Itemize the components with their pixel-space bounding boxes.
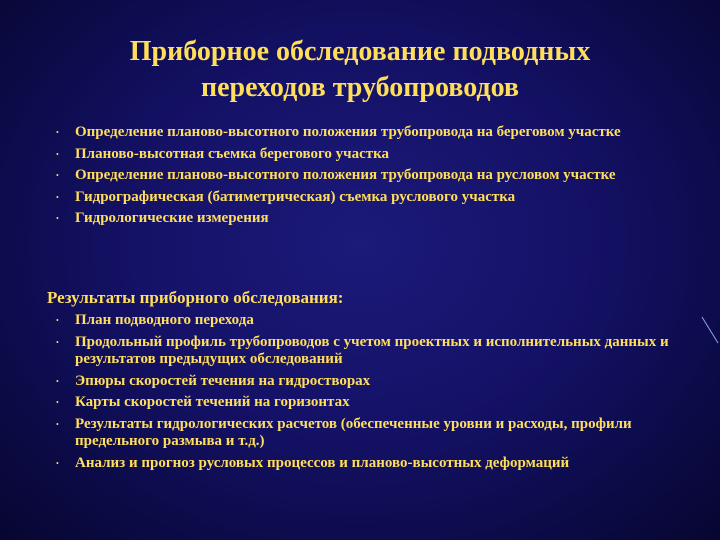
list-item — [0, 312, 675, 330]
bullet-icon: • — [56, 149, 59, 159]
bullet-icon: • — [56, 128, 59, 137]
title-line-2: переходов трубопроводов — [201, 72, 519, 103]
decorative-stroke — [702, 317, 718, 343]
list-item-text: Анализ и прогноз русловых процессов и планово-высотных деформаций — [75, 454, 570, 471]
list-item — [0, 167, 675, 185]
list-item-text: Гидрологические измерения — [75, 210, 269, 226]
list-item-text: Определение планово-высотного положения трубопровода на русловом участке — [75, 167, 616, 183]
slide-title — [60, 34, 660, 106]
bullet-icon: • — [56, 398, 59, 407]
list-item — [0, 189, 675, 207]
list-item-text: Результаты гидрологических расчетов (обеспеченные уровни и расходы, профили предельного размыва и т.д.) — [75, 415, 632, 449]
list-item-text: Эпюры скоростей течения на гидростворах — [75, 372, 371, 389]
results-list — [0, 312, 675, 476]
list-item — [0, 416, 675, 451]
bullet-icon: • — [56, 458, 59, 468]
bullet-icon: • — [56, 171, 59, 180]
bullet-icon: • — [56, 376, 59, 386]
list-item — [0, 210, 675, 228]
results-heading: Результаты приборного обследования: — [47, 288, 344, 307]
list-item-text: Гидрографическая (батиметрическая) съемка руслового участка — [75, 188, 516, 205]
bullet-icon: • — [56, 214, 59, 223]
list-item — [0, 455, 675, 473]
list-item-text: Определение планово-высотного положения трубопровода на береговом участке — [75, 124, 621, 140]
list-item-text: План подводного перехода — [75, 312, 254, 328]
list-item-text: Продольный профиль трубопроводов с учетом проектных и исполнительных данных и результатов предыдущих обследований — [75, 333, 669, 367]
methods-list — [0, 124, 675, 232]
list-item-text: Карты скоростей течений на горизонтах — [75, 394, 350, 410]
decorative-line — [700, 315, 720, 345]
bullet-icon: • — [56, 192, 59, 202]
list-item — [0, 334, 675, 369]
list-item — [0, 394, 675, 412]
list-item — [0, 146, 675, 164]
list-item — [0, 373, 675, 391]
title-line-1: Приборное обследование подводных — [129, 36, 591, 67]
list-item — [0, 124, 675, 142]
bullet-icon: • — [56, 419, 59, 429]
bullet-icon: • — [56, 316, 59, 325]
bullet-icon: • — [56, 337, 59, 347]
list-item-text: Планово-высотная съемка берегового участка — [75, 145, 390, 162]
